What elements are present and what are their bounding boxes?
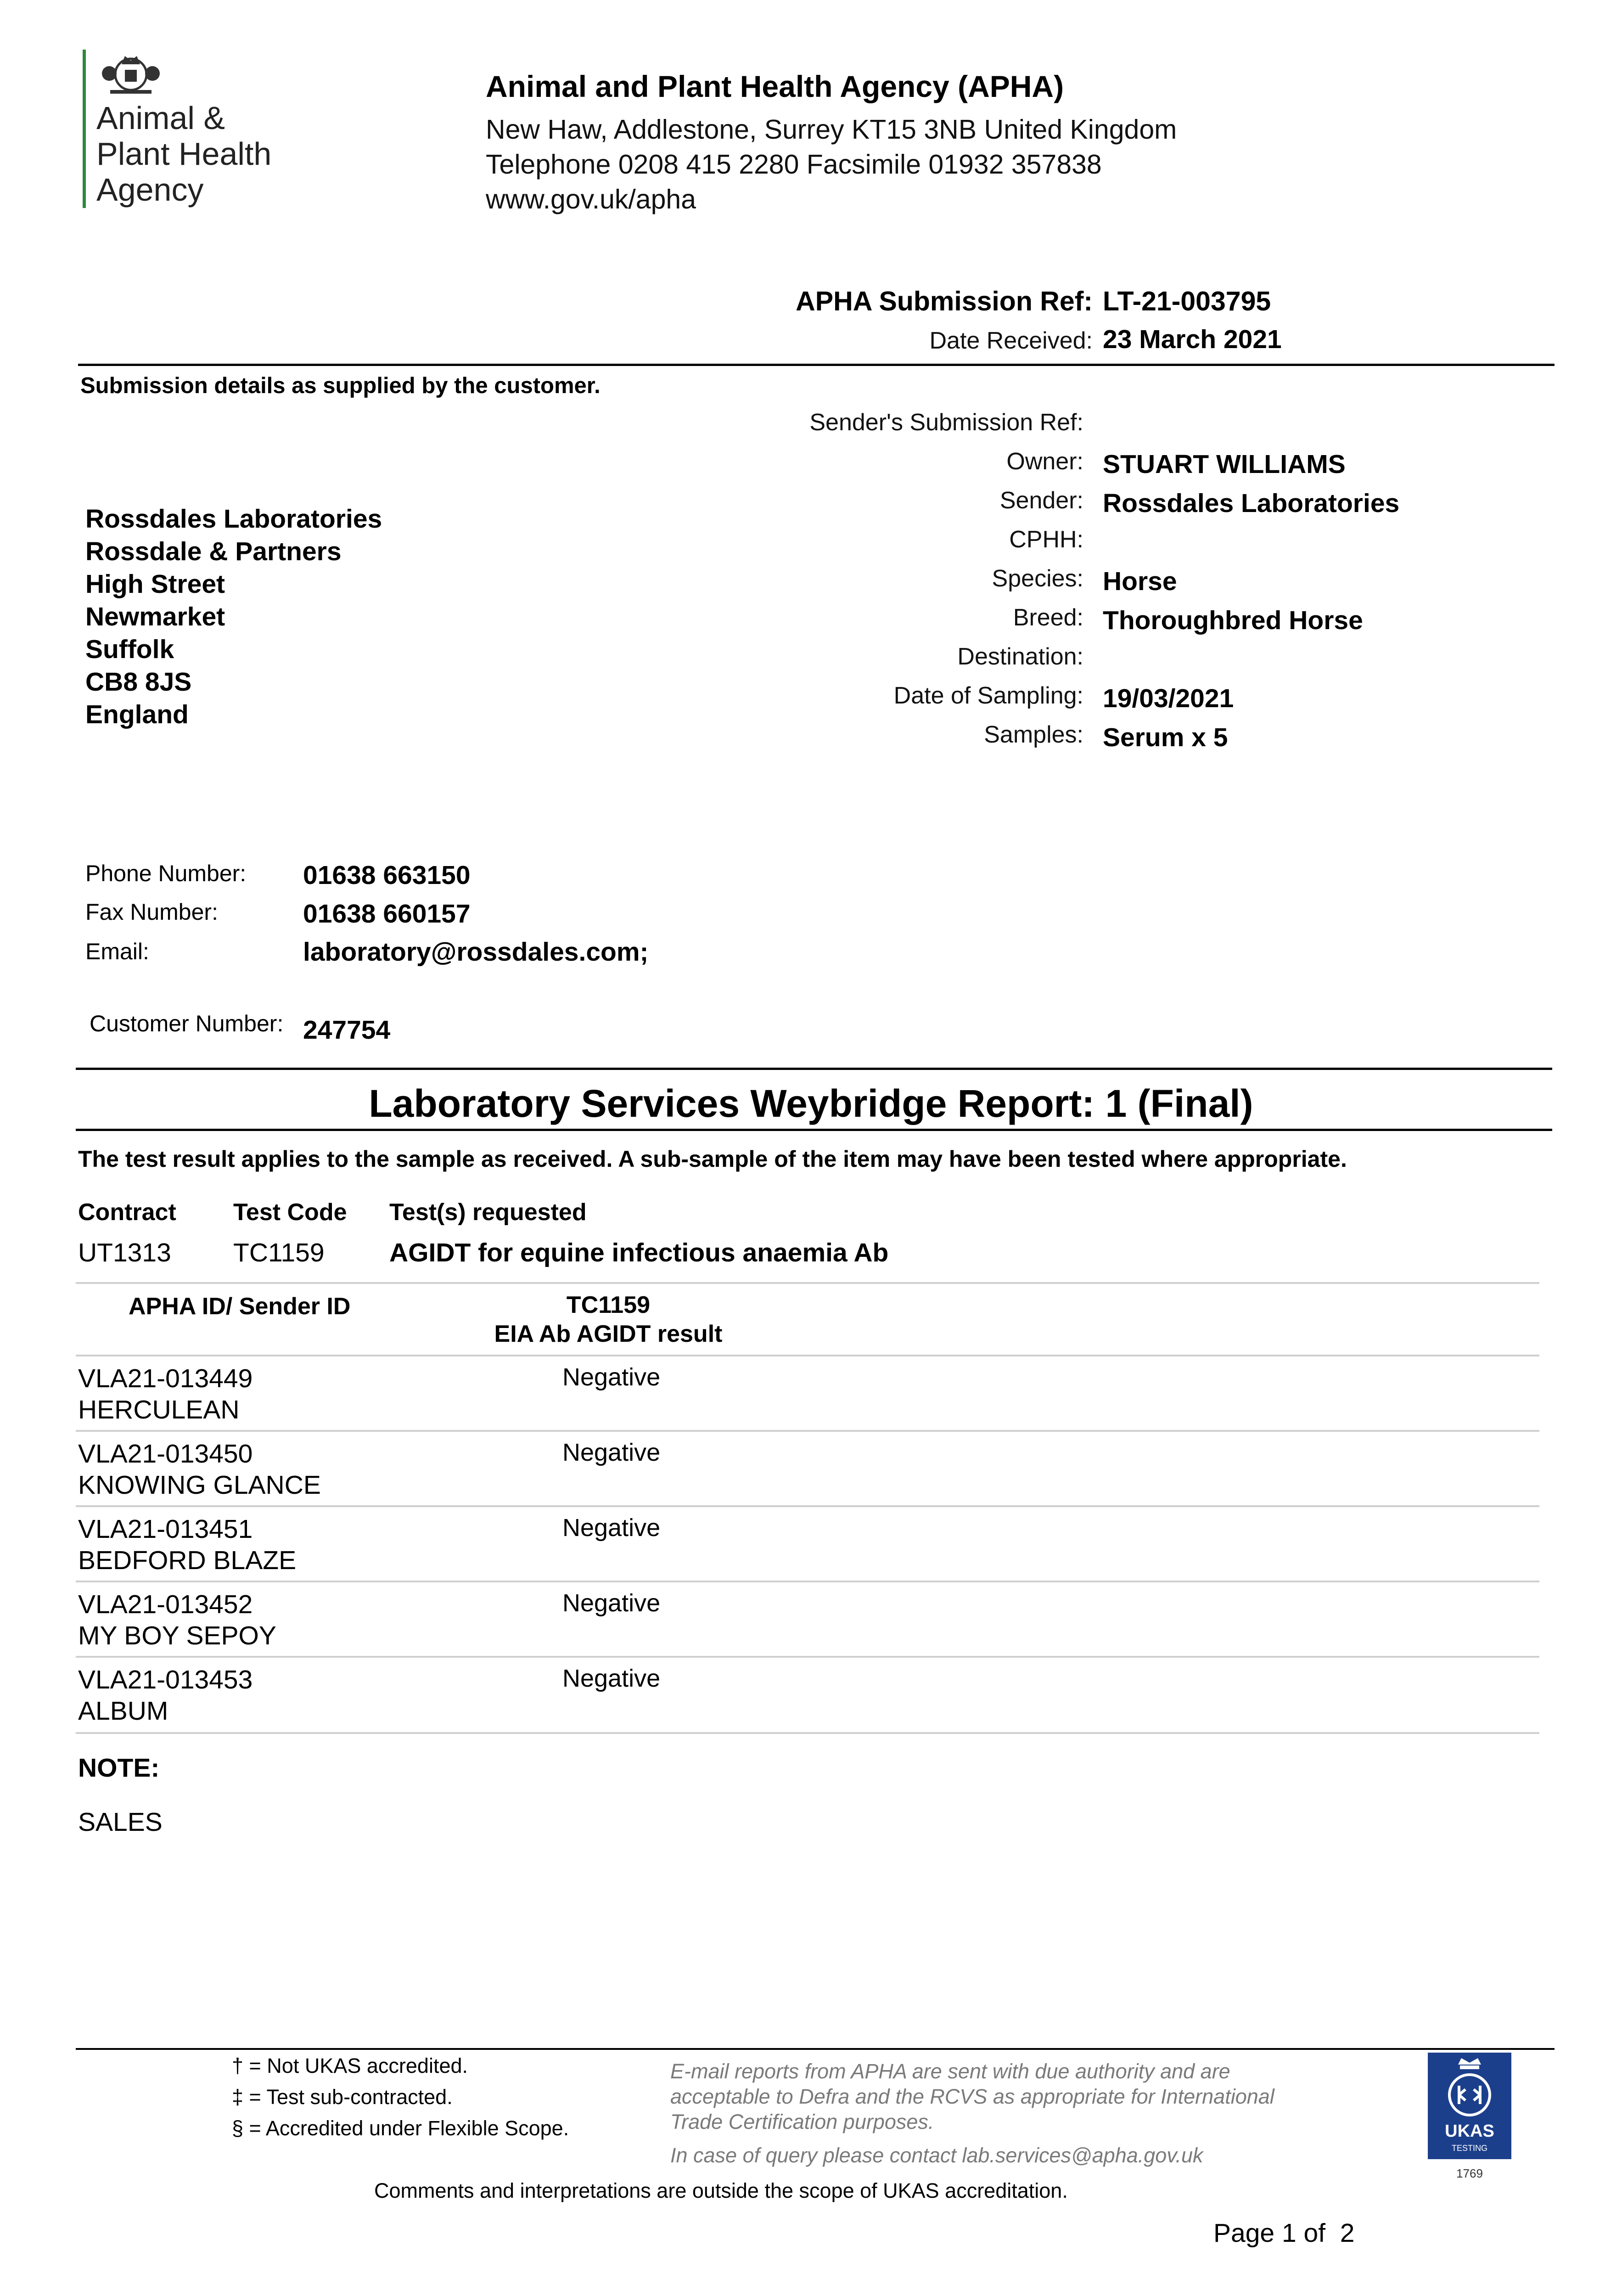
contract-header: Contract <box>78 1199 176 1226</box>
sender-id: BEDFORD BLAZE <box>78 1546 297 1575</box>
org-name: Animal and Plant Health Agency (APHA) <box>486 69 1064 103</box>
row-divider <box>76 1505 1539 1507</box>
phone-label: Phone Number: <box>85 861 247 886</box>
test-requested-value: AGIDT for equine infectious anaemia Ab <box>389 1238 889 1267</box>
results-testcode-header: TC1159 <box>566 1292 651 1318</box>
field-breed-value: Thoroughbred Horse <box>1103 606 1363 635</box>
field-samples-label: Samples: <box>984 721 1083 748</box>
table-row <box>78 1438 321 1501</box>
results-header-top-rule <box>76 1282 1539 1284</box>
field-cphh-label: CPHH: <box>1009 526 1083 553</box>
details-heading: Submission details as supplied by the customer. <box>80 373 601 398</box>
result-value: Negative <box>562 1589 661 1617</box>
footer-key-not-accredited: † = Not UKAS accredited. <box>232 2054 468 2077</box>
results-id-header: APHA ID/ Sender ID <box>129 1293 351 1320</box>
ukas-logo <box>1428 2053 1511 2171</box>
results-header-bottom-rule <box>76 1355 1539 1356</box>
agency-logo-text: Animal & Plant Health Agency <box>96 100 272 208</box>
submission-ref-value: LT-21-003795 <box>1103 286 1271 316</box>
ukas-number: 1769 <box>1456 2167 1483 2180</box>
sender-id: MY BOY SEPOY <box>78 1621 276 1650</box>
email-value: laboratory@rossdales.com; <box>303 937 649 967</box>
field-destination-label: Destination: <box>957 643 1083 670</box>
field-senders-ref-label: Sender's Submission Ref: <box>809 409 1083 436</box>
email-note-line: acceptable to Defra and the RCVS as appropriate for International <box>670 2085 1274 2108</box>
row-divider <box>76 1656 1539 1658</box>
report-title: Laboratory Services Weybridge Report: 1 (Final) <box>369 1082 1253 1125</box>
phone-value: 01638 663150 <box>303 861 471 890</box>
address-line: Newmarket <box>85 602 225 631</box>
field-sampling-date-value: 19/03/2021 <box>1103 684 1234 713</box>
field-sender-label: Sender: <box>999 487 1083 514</box>
customer-number-value: 247754 <box>303 1015 391 1045</box>
note-label: NOTE: <box>78 1753 160 1783</box>
address-line: Suffolk <box>85 635 174 664</box>
submission-ref-label: APHA Submission Ref: <box>796 286 1093 316</box>
result-value: Negative <box>562 1665 661 1692</box>
date-received-label: Date Received: <box>929 327 1093 354</box>
org-website: www.gov.uk/apha <box>486 184 696 214</box>
email-note-line: E-mail reports from APHA are sent with due authority and are <box>670 2060 1230 2083</box>
date-received-value: 23 March 2021 <box>1103 325 1282 354</box>
email-authority-note <box>670 2059 1274 2134</box>
header-divider <box>78 364 1555 366</box>
address-line: England <box>85 700 189 729</box>
result-value: Negative <box>562 1363 661 1391</box>
ukas-sub: TESTING <box>1451 2144 1488 2153</box>
test-code-value: TC1159 <box>233 1238 325 1267</box>
fax-label: Fax Number: <box>85 899 218 925</box>
org-phone-fax: Telephone 0208 415 2280 Facsimile 01932 357838 <box>486 149 1102 180</box>
apha-id: VLA21-013453 <box>78 1665 253 1694</box>
footer-key-flexible-scope: § = Accredited under Flexible Scope. <box>232 2116 569 2140</box>
address-line: High Street <box>85 569 225 599</box>
footer-rule <box>76 2048 1555 2050</box>
ukas-crown-icon <box>1428 2053 1511 2171</box>
table-row <box>78 1363 253 1425</box>
footer-key-subcontracted: ‡ = Test sub-contracted. <box>232 2085 453 2109</box>
table-row <box>78 1664 253 1727</box>
note-text: SALES <box>78 1807 163 1837</box>
field-species-value: Horse <box>1103 567 1177 596</box>
table-row <box>78 1514 296 1576</box>
results-result-header: EIA Ab AGIDT result <box>494 1321 723 1347</box>
ukas-scope-note: Comments and interpretations are outside the scope of UKAS accreditation. <box>374 2179 1068 2202</box>
sender-id: HERCULEAN <box>78 1395 240 1424</box>
field-owner-value: STUART WILLIAMS <box>1103 450 1346 479</box>
result-value: Negative <box>562 1514 661 1542</box>
apha-id: VLA21-013449 <box>78 1364 253 1393</box>
email-note-line: Trade Certification purposes. <box>670 2110 934 2133</box>
address-line: Rossdale & Partners <box>85 537 342 566</box>
customer-address <box>85 503 382 731</box>
logo-green-bar <box>83 50 86 208</box>
customer-number-label: Customer Number: <box>90 1011 284 1036</box>
ukas-label: UKAS <box>1445 2122 1494 2141</box>
fax-value: 01638 660157 <box>303 899 471 929</box>
field-sampling-date-label: Date of Sampling: <box>893 682 1083 709</box>
apha-id: VLA21-013450 <box>78 1439 253 1469</box>
field-breed-label: Breed: <box>1013 604 1083 631</box>
result-value: Negative <box>562 1439 661 1466</box>
sender-id: KNOWING GLANCE <box>78 1470 321 1500</box>
contract-value: UT1313 <box>78 1238 171 1267</box>
report-title-bottom-rule <box>76 1129 1552 1131</box>
royal-crest-icon <box>96 46 165 96</box>
table-row <box>78 1589 276 1651</box>
field-sender-value: Rossdales Laboratories <box>1103 489 1400 518</box>
address-line: Rossdales Laboratories <box>85 504 382 534</box>
tests-requested-header: Test(s) requested <box>389 1199 587 1226</box>
result-disclaimer: The test result applies to the sample as received. A sub-sample of the item may have been tested where appropriate. <box>78 1146 1347 1172</box>
org-address: New Haw, Addlestone, Surrey KT15 3NB United Kingdom <box>486 114 1177 145</box>
row-divider <box>76 1581 1539 1582</box>
address-line: CB8 8JS <box>85 667 192 697</box>
row-divider <box>76 1732 1539 1734</box>
apha-id: VLA21-013451 <box>78 1514 253 1544</box>
query-contact-note: In case of query please contact lab.services@apha.gov.uk <box>670 2144 1203 2167</box>
field-species-label: Species: <box>992 565 1083 592</box>
email-label: Email: <box>85 939 149 964</box>
sender-id: ALBUM <box>78 1696 168 1726</box>
apha-id: VLA21-013452 <box>78 1590 253 1619</box>
report-title-top-rule <box>76 1068 1552 1070</box>
row-divider <box>76 1430 1539 1432</box>
field-samples-value: Serum x 5 <box>1103 723 1228 752</box>
test-code-header: Test Code <box>233 1199 347 1226</box>
page-number: Page 1 of 2 <box>1213 2218 1355 2248</box>
field-owner-label: Owner: <box>1006 448 1083 475</box>
